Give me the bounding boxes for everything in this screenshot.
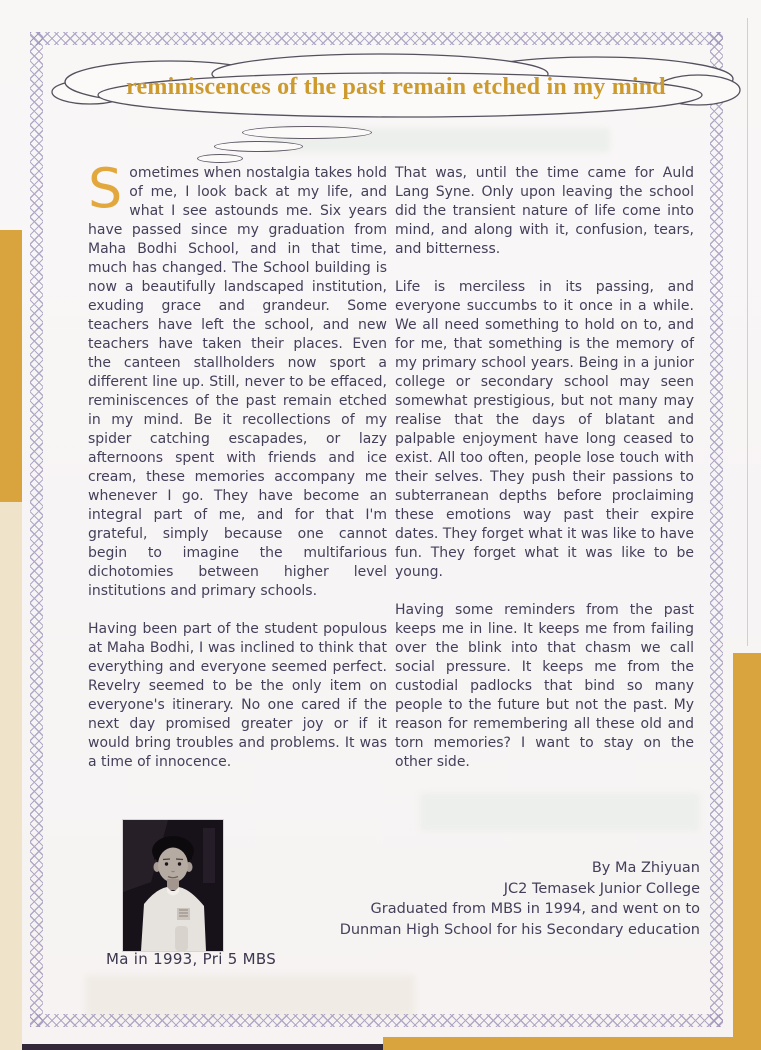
- byline: [240, 858, 700, 940]
- cream-bar-left: [0, 502, 22, 1050]
- byline-author: By Ma Zhiyuan: [591, 860, 700, 876]
- author-childhood-photo: [123, 820, 223, 951]
- article-body: [88, 157, 694, 791]
- paragraph-text: ometimes when nostalgia takes hold of me, I look back at my life, and what I see astounds me. Six years have passed since my graduation from Maha Bodhi School, and in that time, much has changed. The School building is now a beautifully landscaped institution, exuding grace and grandeur. Some teachers have left the school, and new teachers have taken their places. Even the canteen stallholders now sport a different line up. Still, never to be effaced, reminiscences of the past remain etched in my mind. Be it recollections of my spider catching escapades, or lazy afternoons spent with friends and ice cream, these memories accompany me whenever I go. They have become an integral part of me, and for that I'm grateful, simply because one cannot begin to imagine the multifarious dichotomies between higher level institutions and primary schools.: [88, 165, 387, 599]
- paragraph: That was, until the time came for Auld Lang Syne. Only upon leaving the school did the transient nature of life come into mind, and along with it, confusion, tears, and bitterness.: [395, 165, 694, 257]
- page-edge-line: [747, 18, 748, 646]
- paragraph: Having some reminders from the past keeps me in line. It keeps me from failing over the blink into that chasm we call social pressure. It keeps me from the custodial padlocks that bind so many people to the future but not the past. My reason for remembering all these old and torn memories? I want to stay on the other side.: [395, 602, 694, 770]
- stitch-border-left: [30, 32, 43, 1027]
- stitch-border-bottom: [30, 1014, 723, 1027]
- gold-bar-left: [0, 230, 22, 502]
- photo-caption: Ma in 1993, Pri 5 MBS: [106, 950, 277, 968]
- gold-bar-right: [733, 653, 761, 1050]
- right-column: [395, 164, 694, 791]
- paragraph: [88, 157, 387, 601]
- scan-shadow-bottom: [22, 1044, 383, 1050]
- page-bleed-through: [85, 975, 415, 1017]
- thought-trail-bubble: [197, 154, 243, 163]
- page-title: reminiscences of the past remain etched in my mind: [126, 74, 666, 100]
- stitch-border-right: [710, 32, 723, 1027]
- paragraph: Life is merciless in its passing, and everyone succumbs to it once in a while. We all need something to hold on to, and for me, that something is the memory of my primary school years. Being in a junior college or secondary school may seen somewhat prestigious, but not many may realise that the days of blatant and palpable enjoyment have long ceased to exist. All too often, people lose touch with their selves. They push their passions to subterranean depths before proclaiming these emotions way past their expire dates. They forget what it was like to have fun. They forget what it was like to be young.: [395, 279, 694, 580]
- stitch-border-top: [30, 32, 723, 45]
- byline-history-1: Graduated from MBS in 1994, and went on to: [370, 901, 700, 917]
- byline-school: JC2 Temasek Junior College: [503, 880, 700, 897]
- gold-bar-bottom: [383, 1037, 761, 1050]
- thought-trail-bubble: [242, 126, 372, 139]
- left-column: [88, 157, 387, 791]
- thought-trail-bubble: [214, 141, 303, 152]
- drop-cap: S: [88, 157, 123, 220]
- paragraph: Having been part of the student populous at Maha Bodhi, I was inclined to think that everything and everyone seemed perfect. Revelry seemed to be the only item on everyone's itinerary. No one cared if the next day promised greater joy or if it would bring troubles and problems. It was a time of innocence.: [88, 621, 387, 770]
- byline-history-2: Dunman High School for his Secondary education: [339, 921, 700, 938]
- page-bleed-through: [420, 793, 700, 831]
